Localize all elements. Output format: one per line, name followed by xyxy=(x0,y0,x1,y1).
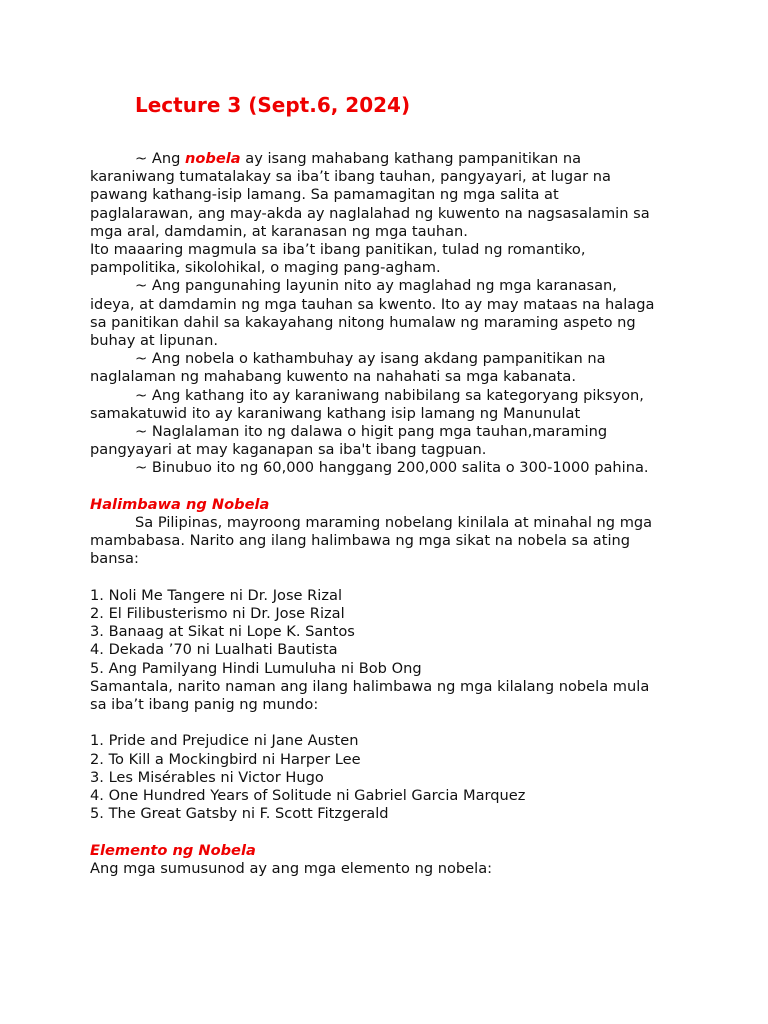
intro-line: samakatuwid ito ay karaniwang kathang isip lamang ng Manunulat xyxy=(90,404,581,422)
blank-line xyxy=(90,569,690,587)
halimbawa-paragraph-line: mambabasa. Narito ang ilang halimbawa ng mga sikat na nobela sa ating xyxy=(90,532,631,550)
list-item: 5. Ang Pamilyang Hindi Lumuluha ni Bob Ong xyxy=(90,659,422,677)
intro-section xyxy=(90,150,690,478)
world-intro-line: sa iba’t ibang panig ng mundo: xyxy=(90,696,319,714)
intro-line: mga aral, damdamin, at karanasan ng mga tauhan. xyxy=(90,222,468,240)
intro-text: ~ Ang xyxy=(135,150,186,167)
list-item: 1. Pride and Prejudice ni Jane Austen xyxy=(90,732,359,750)
intro-line: Ito maaaring magmula sa iba’t ibang panitikan, tulad ng romantiko, xyxy=(90,241,586,259)
intro-line: karaniwang tumatalakay sa iba’t ibang tauhan, pangyayari, at lugar na xyxy=(90,168,611,186)
list-item: 3. Banaag at Sikat ni Lope K. Santos xyxy=(90,623,355,641)
intro-line: ~ Ang pangunahing layunin nito ay maglahad ng mga karanasan, xyxy=(135,277,617,295)
intro-line: buhay at lipunan. xyxy=(90,332,218,350)
elemento-section xyxy=(90,842,690,878)
nobela-keyword: nobela xyxy=(185,150,241,167)
list-item: 3. Les Misérables ni Victor Hugo xyxy=(90,768,324,786)
blank-line xyxy=(90,714,690,732)
intro-text: ay isang mahabang kathang pampanitikan na xyxy=(240,150,582,167)
intro-line: paglalarawan, ang may-akda ay naglalahad ng kuwento na nagsasalamin sa xyxy=(90,204,650,222)
list-item: 2. To Kill a Mockingbird ni Harper Lee xyxy=(90,750,361,768)
intro-line: naglalaman ng mahabang kuwento na nahahati sa mga kabanata. xyxy=(90,368,576,386)
halimbawa-paragraph-line: Sa Pilipinas, mayroong maraming nobelang kinilala at minahal ng mga xyxy=(135,514,653,532)
halimbawa-paragraph-line: bansa: xyxy=(90,550,139,568)
intro-line: pangyayari at may kaganapan sa iba't ibang tagpuan. xyxy=(90,441,487,459)
intro-line: ~ Ang kathang ito ay karaniwang nabibilang sa kategoryang piksyon, xyxy=(135,386,644,404)
intro-line: ~ Naglalaman ito ng dalawa o higit pang mga tauhan,maraming xyxy=(135,423,608,441)
world-novels-list xyxy=(90,732,690,823)
intro-line: ~ Ang nobela o kathambuhay ay isang akdang pampanitikan na xyxy=(135,350,606,368)
world-intro-line: Samantala, narito naman ang ilang halimbawa ng mga kilalang nobela mula xyxy=(90,677,650,695)
list-item: 5. The Great Gatsby ni F. Scott Fitzgerald xyxy=(90,805,389,823)
intro-line: ideya, at damdamin ng mga tauhan sa kwento. Ito ay may mataas na halaga xyxy=(90,295,655,313)
elemento-intro: Ang mga sumusunod ay ang mga elemento ng nobela: xyxy=(90,859,493,877)
intro-line: pampolitika, sikolohikal, o maging pang-agham. xyxy=(90,259,441,277)
intro-line xyxy=(90,150,690,168)
list-item: 4. One Hundred Years of Solitude ni Gabriel Garcia Marquez xyxy=(90,787,526,805)
list-item: 4. Dekada ’70 ni Lualhati Bautista xyxy=(90,641,338,659)
philippine-novels-list xyxy=(90,587,690,678)
halimbawa-heading: Halimbawa ng Nobela xyxy=(90,495,270,513)
page-title: Lecture 3 (Sept.6, 2024) xyxy=(135,93,411,117)
elemento-heading: Elemento ng Nobela xyxy=(90,841,256,859)
intro-line: sa panitikan dahil sa kakayahang nitong humalaw ng maraming aspeto ng xyxy=(90,313,636,331)
halimbawa-section xyxy=(90,496,690,824)
list-item: 1. Noli Me Tangere ni Dr. Jose Rizal xyxy=(90,586,343,604)
intro-line: pawang kathang-isip lamang. Sa pamamagitan ng mga salita at xyxy=(90,186,559,204)
intro-line: ~ Binubuo ito ng 60,000 hanggang 200,000 salita o 300-1000 pahina. xyxy=(135,459,649,477)
document-page xyxy=(90,92,690,878)
list-item: 2. El Filibusterismo ni Dr. Jose Rizal xyxy=(90,605,345,623)
